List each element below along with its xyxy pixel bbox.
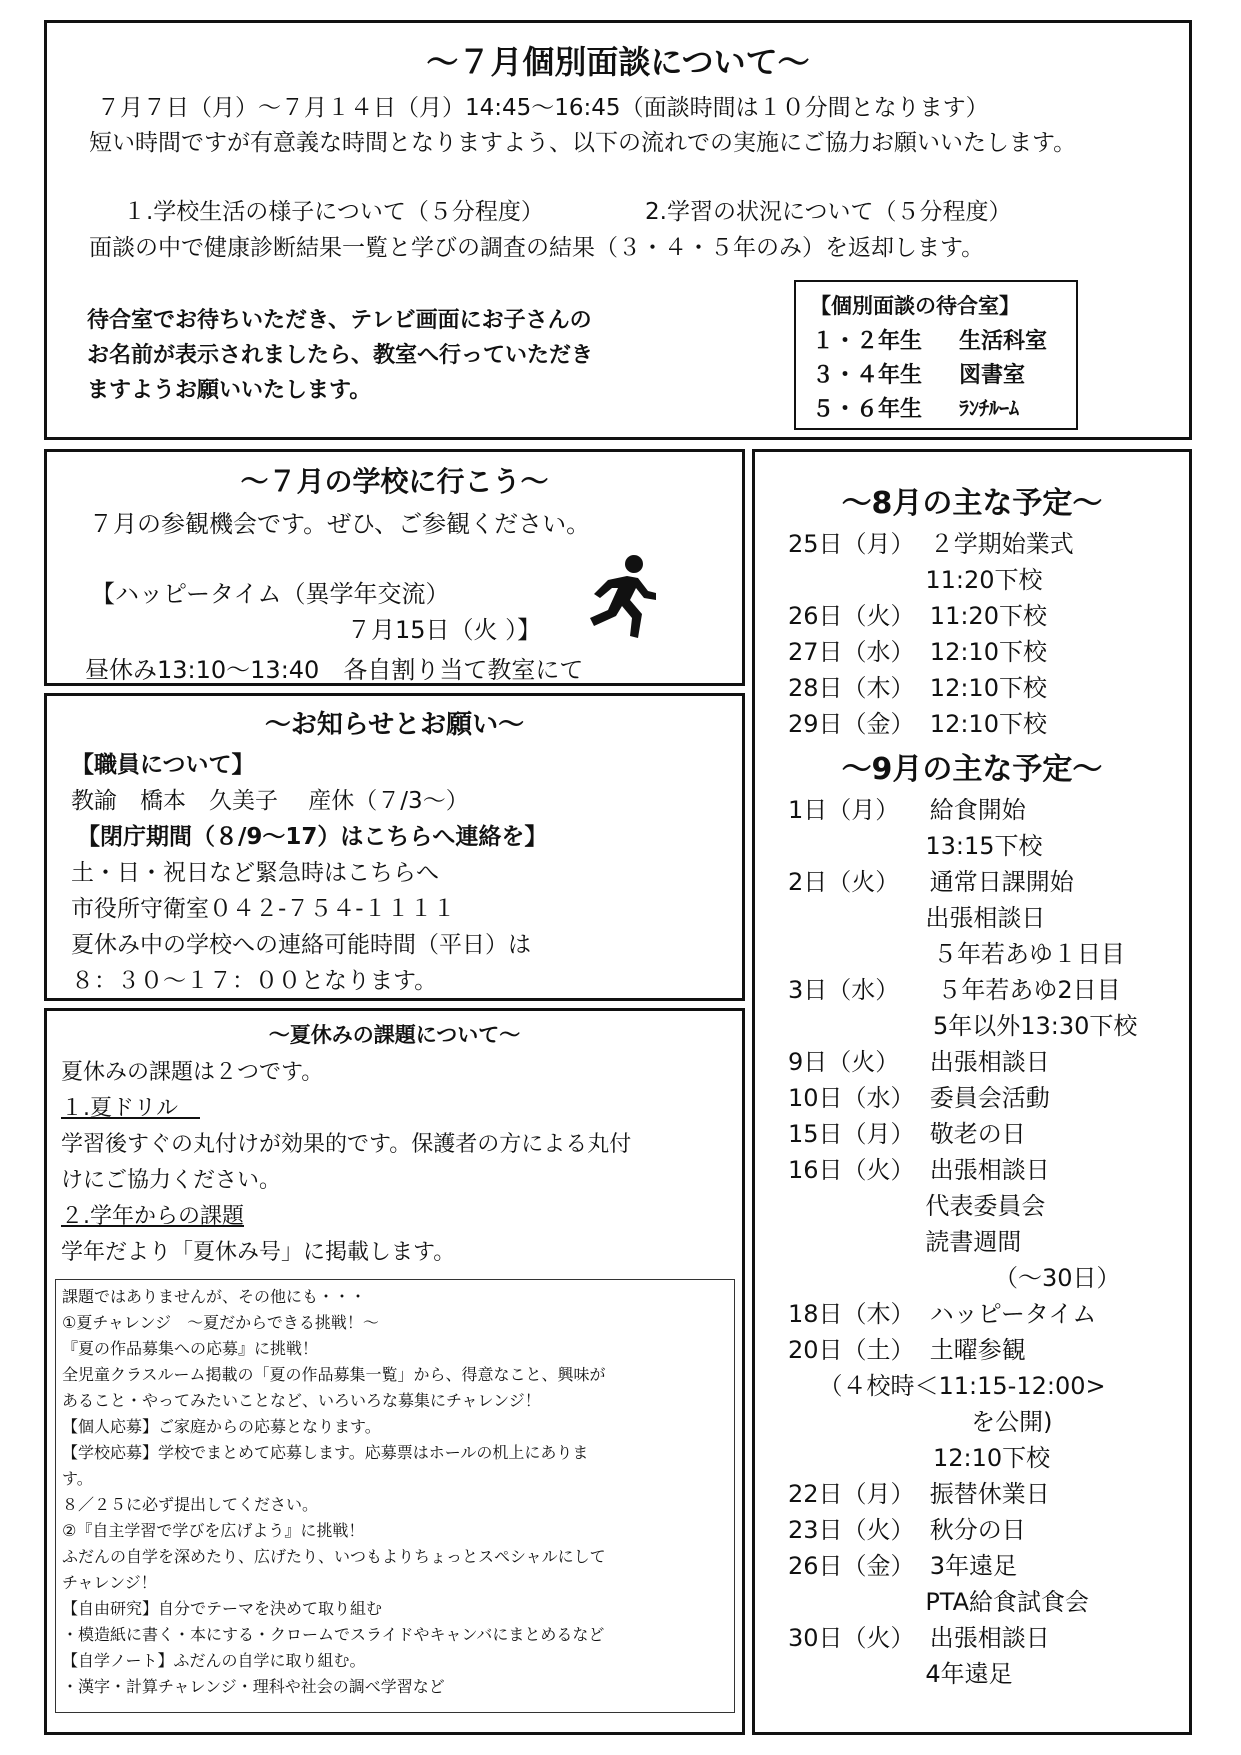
- interview-item-2: 2.学習の状況について（５分程度）: [645, 199, 1012, 225]
- visit-section: [44, 449, 745, 686]
- september-item: 12:10下校: [788, 1444, 1051, 1472]
- interview-return-note: 面談の中で健康診断結果一覧と学びの調査の結果（３・４・５年のみ）を返却します。: [89, 235, 985, 261]
- extra-line: 【個人応募】ご家庭からの応募となります。: [62, 1417, 381, 1436]
- extra-line: 【自由研究】自分でテーマを決めて取り組む: [62, 1599, 383, 1618]
- september-title: ～9月の主な予定～: [841, 752, 1103, 787]
- room-name-3: ﾗﾝﾁﾙｰﾑ: [959, 396, 1019, 420]
- notice-title: ～お知らせとお願い～: [264, 710, 525, 740]
- homework-intro: 夏休みの課題は２つです。: [61, 1060, 324, 1085]
- notice-line-1: 土・日・祝日など緊急時はこちらへ: [71, 860, 439, 886]
- extra-line: 『夏の作品募集への応募』に挑戦！: [62, 1339, 319, 1358]
- september-item: 26日（金） 3年遠足: [788, 1552, 1018, 1580]
- september-item: 5年以外13:30下校: [788, 1012, 1138, 1040]
- september-item: 出張相談日: [788, 904, 1046, 932]
- visit-intro: ７月の参観機会です。ぜひ、ご参観ください。: [89, 510, 591, 538]
- extra-line: 課題ではありませんが、その他にも・・・: [62, 1287, 367, 1306]
- staff-line: 教諭 橋本 久美子 産休（７/3～）: [71, 788, 469, 814]
- september-item: 15日（月） 敬老の日: [788, 1120, 1026, 1148]
- homework-heading-1: １.夏ドリル: [61, 1096, 200, 1121]
- interview-intro: 短い時間ですが有意義な時間となりますよう、以下の流れでの実施にご協力お願いいたします。: [89, 130, 1077, 156]
- homework-text-1b: けにご協力ください。: [61, 1168, 282, 1193]
- extra-line: あること・やってみたいことなど、いろいろな募集にチャレンジ！: [62, 1391, 541, 1410]
- august-item: 28日（木） 12:10下校: [788, 674, 1047, 702]
- waiting-text-2: お名前が表示されましたら、教室へ行っていただき: [87, 343, 594, 368]
- visit-event: 【ハッピータイム（異学年交流）: [91, 580, 450, 608]
- room-name-1: 生活科室: [959, 329, 1048, 354]
- september-item: 23日（火） 秋分の日: [788, 1516, 1026, 1544]
- september-item: 3日（水） ５年若あゆ2日目: [788, 976, 1121, 1004]
- extra-line: チャレンジ！: [62, 1573, 157, 1592]
- september-item: （～30日）: [788, 1264, 1121, 1292]
- september-item: 2日（火） 通常日課開始: [788, 868, 1074, 896]
- august-item: 26日（火） 11:20下校: [788, 602, 1047, 630]
- extra-line: ②『自主学習で学びを広げよう』に挑戦！: [62, 1521, 365, 1540]
- september-item: 13:15下校: [788, 832, 1043, 860]
- extra-challenge-box: [55, 1279, 735, 1713]
- room-grade-1: １・２年生: [812, 329, 923, 354]
- homework-text-1a: 学習後すぐの丸付けが効果的です。保護者の方による丸付: [61, 1132, 632, 1157]
- september-item: 読書週間: [788, 1228, 1022, 1256]
- august-title: ～8月の主な予定～: [841, 486, 1103, 521]
- august-item: 25日（月） ２学期始業式: [788, 530, 1074, 558]
- homework-section: [44, 1008, 745, 1735]
- september-item: 9日（火） 出張相談日: [788, 1048, 1050, 1076]
- september-item: 4年遠足: [788, 1660, 1013, 1688]
- september-item: を公開): [788, 1408, 1053, 1436]
- extra-line: 【学校応募】学校でまとめて応募します。応募票はホールの机上にありま: [62, 1443, 589, 1462]
- interview-section: [44, 20, 1192, 440]
- september-item: 1日（月） 給食開始: [788, 796, 1026, 824]
- september-item: 22日（月） 振替休業日: [788, 1480, 1050, 1508]
- visit-time: 昼休み13:10～13:40 各自割り当て教室にて: [85, 656, 584, 684]
- interview-item-1: １.学校生活の様子について（５分程度）: [123, 199, 544, 225]
- august-item: 27日（水） 12:10下校: [788, 638, 1047, 666]
- extra-line: す。: [62, 1469, 93, 1488]
- homework-title: ～夏休みの課題について～: [268, 1023, 521, 1047]
- september-item: 20日（土） 土曜参観: [788, 1336, 1026, 1364]
- room-name-2: 図書室: [959, 363, 1026, 388]
- waiting-text-1: 待合室でお待ちいただき、テレビ画面にお子さんの: [87, 308, 592, 333]
- notice-line-2: 市役所守衛室０４２-７５４-１１１１: [71, 896, 456, 922]
- extra-line: ・漢字・計算チャレンジ・理科や社会の調べ学習など: [62, 1677, 445, 1696]
- extra-line: ・模造紙に書く・本にする・クロームでスライドやキャンバにまとめるなど: [62, 1625, 605, 1644]
- notice-line-4: ８：３０～１７：００となります。: [71, 968, 438, 994]
- homework-text-2: 学年だより「夏休み号」に掲載します。: [61, 1240, 456, 1265]
- closed-heading: 【閉庁期間（８/9～17）はこちらへ連絡を】: [77, 824, 548, 850]
- notice-line-3: 夏休み中の学校への連絡可能時間（平日）は: [71, 932, 531, 958]
- september-item: 30日（火） 出張相談日: [788, 1624, 1050, 1652]
- september-item: 16日（火） 出張相談日: [788, 1156, 1050, 1184]
- september-item: PTA給食試食会: [788, 1588, 1090, 1616]
- running-person-icon: [572, 552, 662, 642]
- extra-line: 全児童クラスルーム掲載の「夏の作品募集一覧」から、得意なこと、興味が: [62, 1365, 606, 1384]
- september-item: （４校時＜11:15-12:00>: [788, 1372, 1106, 1400]
- september-item: 18日（木） ハッピータイム: [788, 1300, 1097, 1328]
- visit-title: ～７月の学校に行こう～: [240, 465, 549, 498]
- homework-heading-2: ２.学年からの課題: [61, 1204, 244, 1229]
- august-item: 11:20下校: [788, 566, 1043, 594]
- august-item: 29日（金） 12:10下校: [788, 710, 1047, 738]
- extra-line: ①夏チャレンジ ～夏だからできる挑戦！～: [62, 1313, 379, 1332]
- notice-section: [44, 693, 745, 1001]
- room-grade-2: ３・４年生: [812, 363, 923, 388]
- schedule-section: [752, 449, 1192, 1735]
- staff-heading: 【職員について】: [71, 752, 255, 778]
- waiting-rooms-box: [794, 280, 1078, 430]
- extra-line: ふだんの自学を深めたり、広げたり、いつもよりちょっとスペシャルにして: [62, 1547, 606, 1566]
- extra-line: 【自学ノート】ふだんの自学に取り組む。: [62, 1651, 366, 1670]
- extra-line: ８／２５に必ず提出してください。: [62, 1495, 319, 1514]
- waiting-text-3: ますようお願いいたします。: [87, 378, 372, 403]
- september-item: 代表委員会: [788, 1192, 1046, 1220]
- september-item: ５年若あゆ１日目: [788, 940, 1125, 968]
- visit-date: ７月15日（火 ）】: [347, 616, 542, 644]
- september-item: 10日（水） 委員会活動: [788, 1084, 1050, 1112]
- rooms-title: 【個別面談の待合室】: [810, 294, 1020, 318]
- room-grade-3: ５・６年生: [812, 397, 923, 422]
- interview-date: ７月７日（月）～７月１４日（月）14:45～16:45（面談時間は１０分間となります）: [97, 95, 989, 121]
- interview-title: ～７月個別面談について～: [426, 43, 810, 81]
